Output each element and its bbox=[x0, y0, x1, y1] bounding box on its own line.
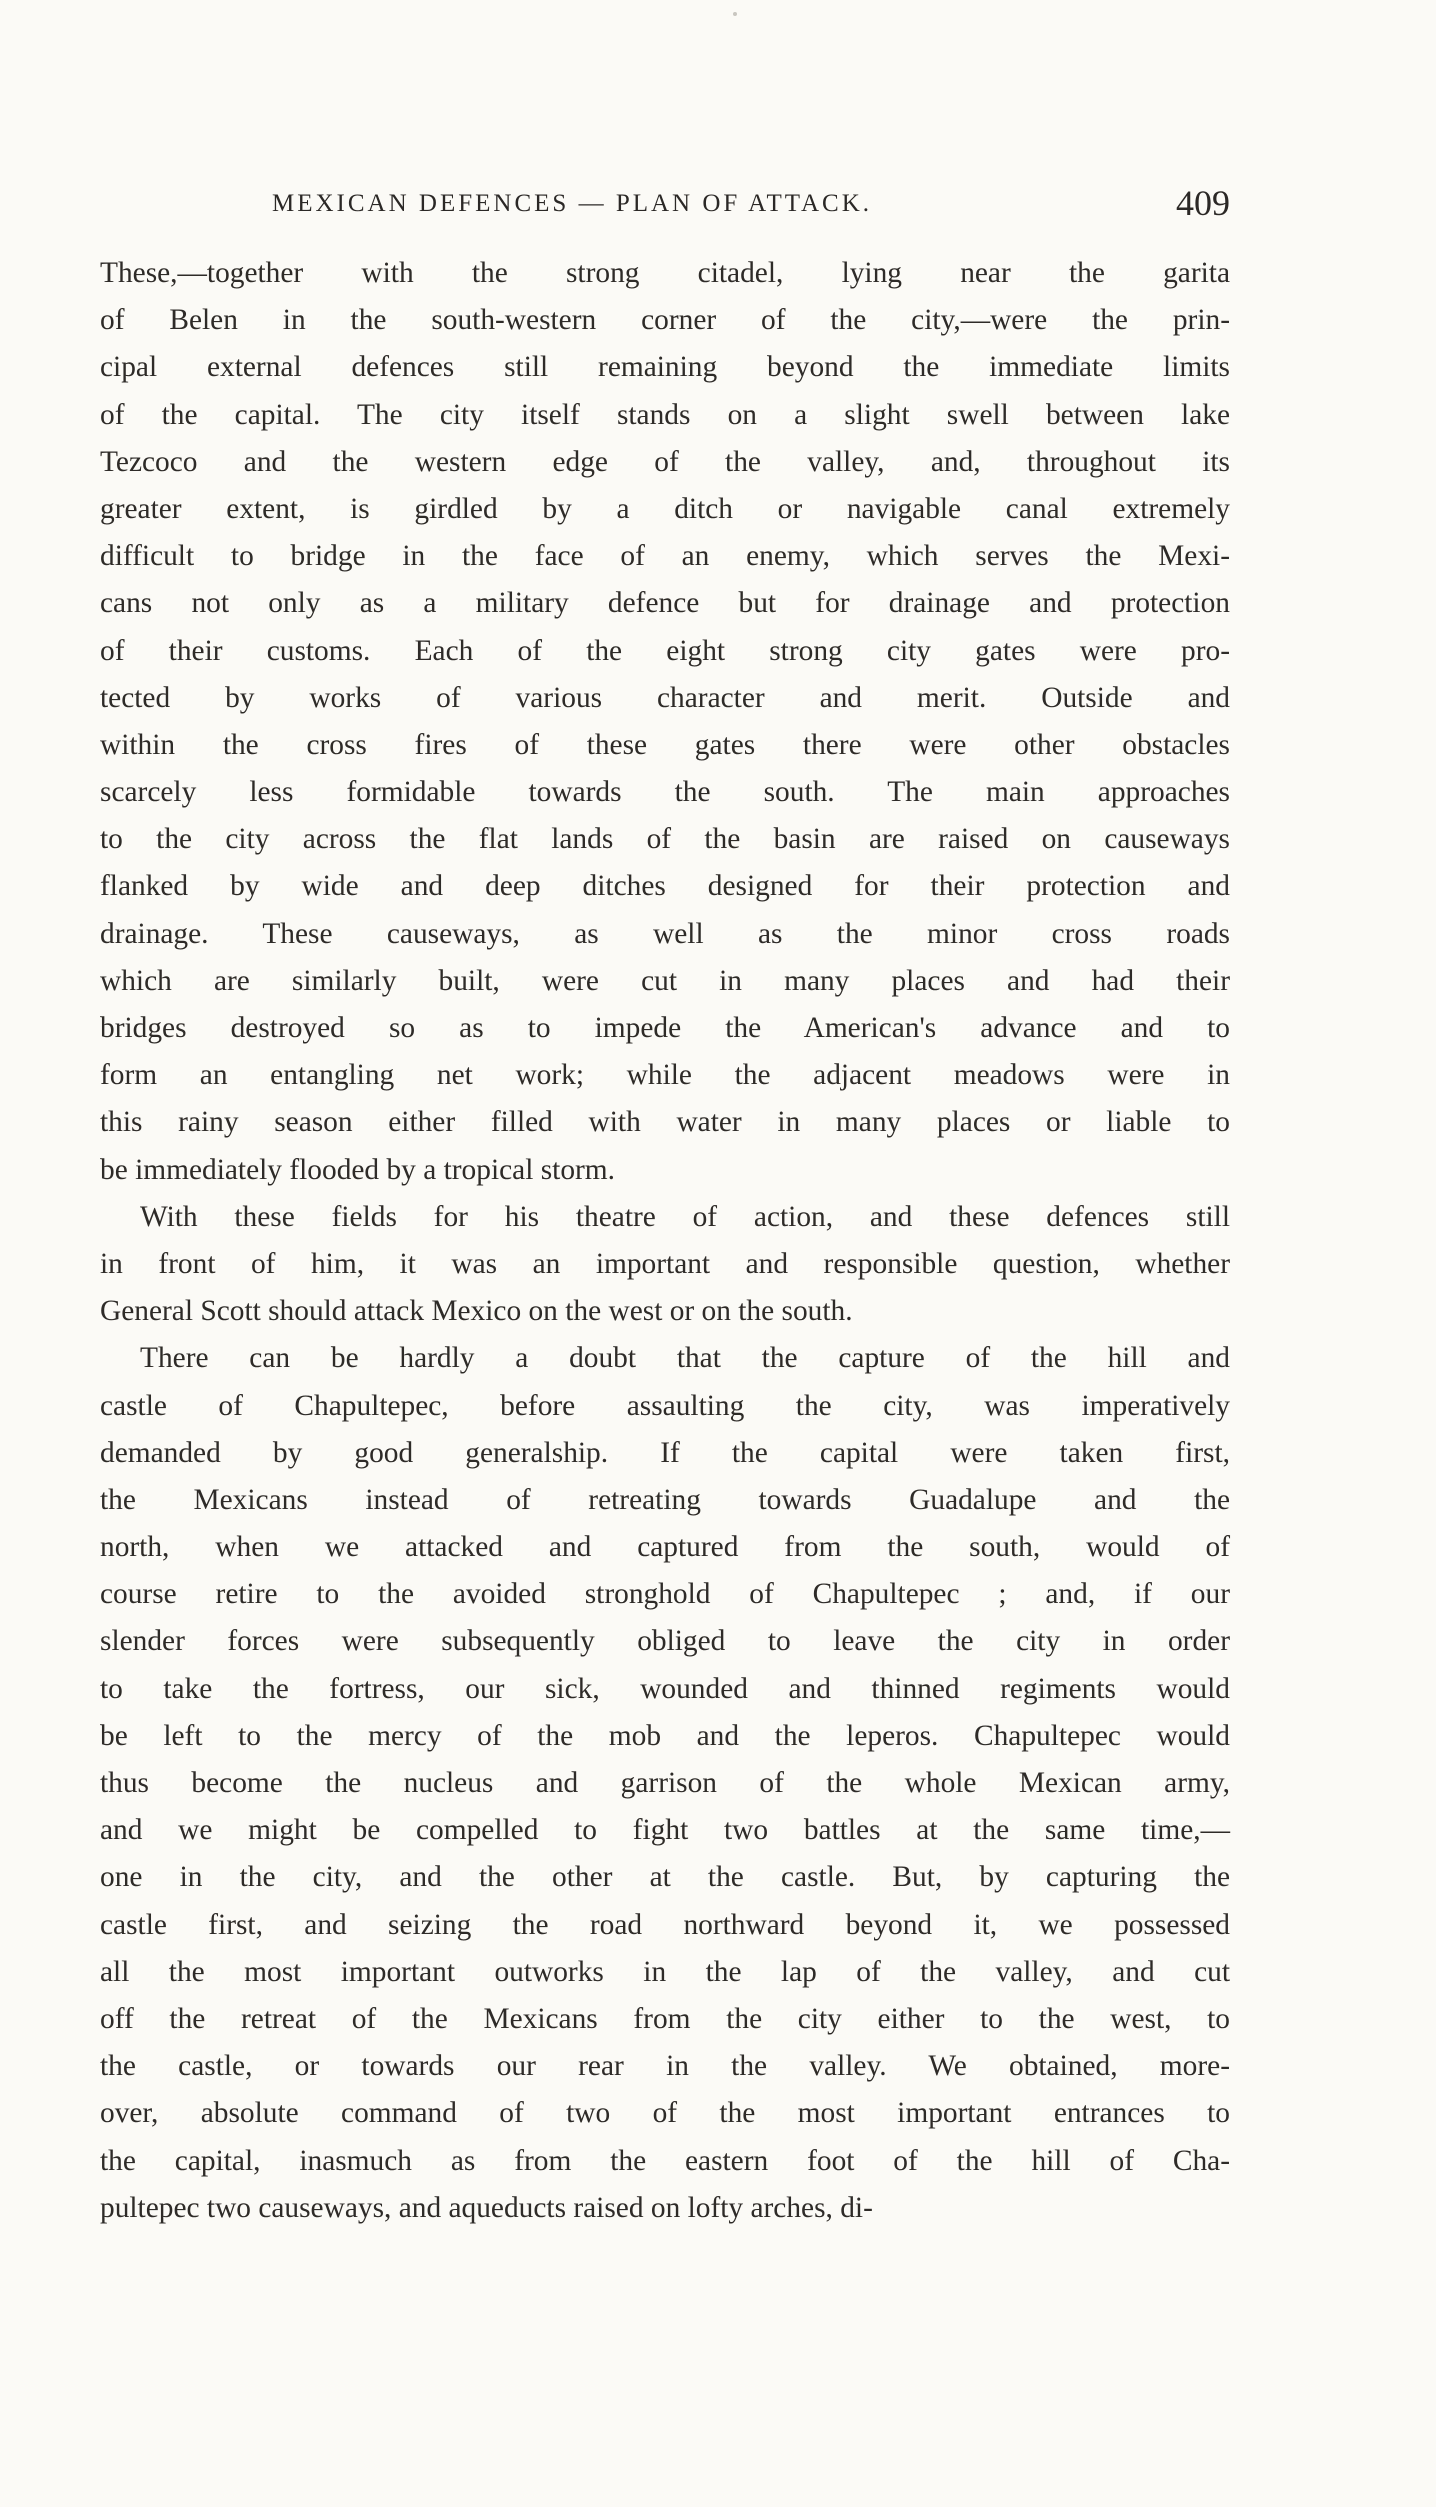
text-line: demanded by good generalship. If the capital were taken first, bbox=[100, 1436, 1230, 1469]
running-head: MEXICAN DEFENCES — PLAN OF ATTACK. bbox=[272, 190, 873, 217]
text-line: in front of him, it was an important and responsible question, whether bbox=[100, 1247, 1230, 1280]
text-line: tected by works of various character and merit. Outside and bbox=[100, 681, 1230, 714]
text-line: castle of Chapultepec, before assaulting the city, was imperatively bbox=[100, 1389, 1230, 1422]
body-text bbox=[100, 250, 1230, 2232]
text-line: course retire to the avoided stronghold of Chapultepec ; and, if our bbox=[100, 1578, 1230, 1611]
text-line: slender forces were subsequently obliged to leave the city in order bbox=[100, 1625, 1230, 1658]
text-line: to take the fortress, our sick, wounded and thinned regiments would bbox=[100, 1672, 1230, 1705]
text-line: over, absolute command of two of the most important entrances to bbox=[100, 2097, 1230, 2130]
text-line: the capital, inasmuch as from the eastern foot of the hill of Cha- bbox=[100, 2144, 1230, 2177]
page-number: 409 bbox=[1176, 183, 1230, 223]
paragraph bbox=[100, 1335, 1230, 2232]
text-line: These,—together with the strong citadel, lying near the garita bbox=[100, 257, 1230, 289]
text-line: castle first, and seizing the road northward beyond it, we possessed bbox=[100, 1908, 1230, 1941]
text-line: thus become the nucleus and garrison of the whole Mexican army, bbox=[100, 1767, 1230, 1799]
text-line: the Mexicans instead of retreating towards Guadalupe and the bbox=[100, 1483, 1230, 1516]
text-line: difficult to bridge in the face of an enemy, which serves the Mexi- bbox=[100, 540, 1230, 573]
text-line: General Scott should attack Mexico on the west or on the south. bbox=[100, 1295, 853, 1328]
text-line: this rainy season either filled with water in many places or liable to bbox=[100, 1106, 1230, 1139]
text-line: form an entangling net work; while the adjacent meadows were in bbox=[100, 1059, 1230, 1092]
text-line: one in the city, and the other at the castle. But, by capturing the bbox=[100, 1861, 1230, 1894]
page-header bbox=[272, 183, 1230, 226]
text-line: and we might be compelled to fight two battles at the same time,— bbox=[100, 1814, 1230, 1847]
text-line: There can be hardly a doubt that the capture of the hill and bbox=[140, 1342, 1230, 1375]
text-line: be left to the mercy of the mob and the leperos. Chapultepec would bbox=[100, 1719, 1230, 1752]
text-line: to the city across the flat lands of the basin are raised on causeways bbox=[100, 823, 1230, 856]
text-line: Tezcoco and the western edge of the valley, and, throughout its bbox=[100, 445, 1230, 478]
text-line: scarcely less formidable towards the south. The main approaches bbox=[100, 776, 1230, 809]
text-line: cans not only as a military defence but for drainage and protection bbox=[100, 587, 1230, 620]
paragraph bbox=[100, 250, 1230, 1194]
page-speck bbox=[733, 12, 737, 16]
text-line: north, when we attacked and captured from the south, would of bbox=[100, 1531, 1230, 1564]
text-line: within the cross fires of these gates there were other obstacles bbox=[100, 728, 1230, 761]
text-line: off the retreat of the Mexicans from the city either to the west, to bbox=[100, 2002, 1230, 2035]
text-line: greater extent, is girdled by a ditch or navigable canal extremely bbox=[100, 492, 1230, 525]
text-line: drainage. These causeways, as well as the minor cross roads bbox=[100, 917, 1230, 950]
text-line: pultepec two causeways, and aqueducts raised on lofty arches, di- bbox=[100, 2191, 873, 2224]
text-line: all the most important outworks in the lap of the valley, and cut bbox=[100, 1955, 1230, 1988]
text-line: the castle, or towards our rear in the valley. We obtained, more- bbox=[100, 2050, 1230, 2083]
text-line: of their customs. Each of the eight strong city gates were pro- bbox=[100, 634, 1230, 667]
paragraph bbox=[100, 1194, 1230, 1336]
text-line: of the capital. The city itself stands on a slight swell between lake bbox=[100, 398, 1230, 431]
text-line: which are similarly built, were cut in many places and had their bbox=[100, 964, 1230, 997]
text-line: cipal external defences still remaining beyond the immediate limits bbox=[100, 351, 1230, 384]
text-line: flanked by wide and deep ditches designed for their protection and bbox=[100, 870, 1230, 903]
text-line: of Belen in the south-western corner of the city,—were the prin- bbox=[100, 304, 1230, 337]
text-line: With these fields for his theatre of action, and these defences still bbox=[140, 1200, 1230, 1233]
text-line: be immediately flooded by a tropical storm. bbox=[100, 1153, 616, 1186]
text-line: bridges destroyed so as to impede the American's advance and to bbox=[100, 1012, 1230, 1044]
